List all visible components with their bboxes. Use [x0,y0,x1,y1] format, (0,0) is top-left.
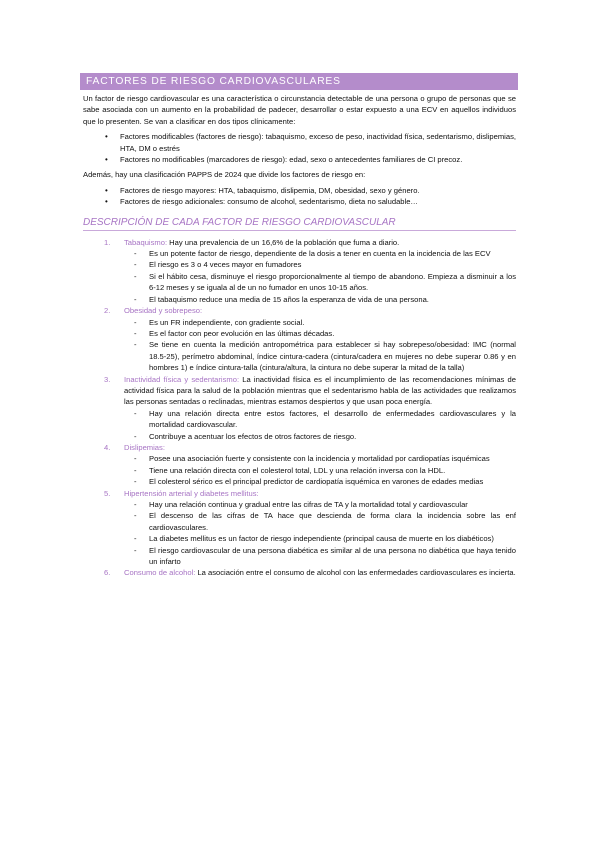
factor-bullet: - La diabetes mellitus es un factor de riesgo independiente (principal causa de muerte en los diabéticos) [124,533,516,544]
factor-description [124,305,516,316]
document-body [83,93,516,579]
factor-bullet: - Hay una relación directa entre estos factores, el desarrollo de enfermedades cardiovasculares y la mortalidad cardiovascular. [124,408,516,431]
section-subheading: DESCRIPCIÓN DE CADA FACTOR DE RIESGO CARDIOVASCULAR [83,216,516,231]
factor-item [83,305,516,373]
factor-bullet: - Si el hábito cesa, disminuye el riesgo proporcionalmente al tiempo de abandono. Empieza a disminuir a los 6-12 meses y se iguala al de un no fumador en unos 10-15 años. [124,271,516,294]
factor-bullet: - El descenso de las cifras de TA hace que descienda de forma clara la incidencia sobre las enf cardiovasculares. [124,510,516,533]
factor-bullet-list [124,453,516,487]
factor-text: La inactividad física es el incumplimiento de las recomendaciones mínimas de actividad física para la salud de la población mientras que el sedentarismo habla de las actividades que realizamos las personas sentadas o reclinadas, mientras estamos despiertos y que usan poca energía. [124,374,516,407]
factor-number: 2. [104,306,111,316]
papps-paragraph: Además, hay una clasificación PAPPS de 2024 que divide los factores de riesgo en: [83,170,366,180]
factor-name: Inactividad física y sedentarismo: [124,374,240,384]
factor-description [124,488,516,499]
factor-bullet: - El riesgo cardiovascular de una persona diabética es similar al de una persona no diabética que haya tenido un infarto [124,545,516,568]
section-header-banner: FACTORES DE RIESGO CARDIOVASCULARES [80,73,518,90]
factor-text: Hay una prevalencia de un 16,6% de la población que fuma a diario. [167,237,400,247]
factor-name: Consumo de alcohol: [124,568,196,578]
intro-paragraph: Un factor de riesgo cardiovascular es una característica o circunstancia detectable de una persona o grupo de personas que se sabe asociada con un aumento en la probabilidad de padecer, desarrollar o estar expuesto a una ECV en aquellos individuos que lo presenten. Se van a clasificar en dos tipos clínicamente: [83,94,516,126]
risk-factors-list [83,237,516,579]
factor-item [83,442,516,488]
factor-bullet: - Contribuye a acentuar los efectos de otros factores de riesgo. [124,431,516,442]
factor-name: Hipertensión arterial y diabetes mellitus: [124,488,259,498]
factor-bullet-list [124,499,516,567]
factor-bullet: - Hay una relación continua y gradual entre las cifras de TA y la mortalidad total y cardiovascular [124,499,516,510]
factor-number: 3. [104,374,111,384]
factor-number: 5. [104,488,111,498]
factor-bullet: - El riesgo es 3 o 4 veces mayor en fumadores [124,259,516,270]
factor-name: Obesidad y sobrepeso: [124,306,203,316]
factor-number: 6. [104,568,111,578]
factor-bullet: - Es un potente factor de riesgo, dependiente de la dosis a tener en cuenta en la incidencia de las ECV [124,248,516,259]
factor-name: Dislipemias: [124,442,165,452]
factor-description [124,567,516,578]
factor-item [83,374,516,442]
list-item: • Factores de riesgo mayores: HTA, tabaquismo, dislipemia, DM, obesidad, sexo y género. [83,185,516,196]
factor-bullet: - El colesterol sérico es el principal predictor de cardiopatía isquémica en varones de edades medias [124,476,516,487]
list-item: • Factores modificables (factores de riesgo): tabaquismo, exceso de peso, inactividad física, sedentarismo, dislipemias, HTA, DM o estrés [83,131,516,154]
factor-description [124,374,516,408]
factor-description [124,237,516,248]
list-item: • Factores de riesgo adicionales: consumo de alcohol, sedentarismo, dieta no saludable… [83,196,516,207]
factor-bullet-list [124,248,516,305]
factor-number: 4. [104,442,111,452]
factor-bullet: - Es el factor con peor evolución en las últimas décadas. [124,328,516,339]
factor-bullet: - Es un FR independiente, con gradiente social. [124,317,516,328]
factor-bullet: - El tabaquismo reduce una media de 15 años la esperanza de vida de una persona. [124,294,516,305]
factor-item [83,567,516,578]
factor-bullet: - Se tiene en cuenta la medición antropométrica para establecer si hay sobrepeso/obesidad: IMC (normal 18.5-25), perímetro abdominal, índice cintura-cadera (cintura/cadera en mujeres no debe superar 0.86 y en hombres 1) e índice cintura-talla (cintura/altura, la cintura no debe superar la mitad de la talla) [124,339,516,373]
factor-description [124,442,516,453]
risk-types-list [83,131,516,165]
papps-list [83,185,516,208]
factor-bullet: - Posee una asociación fuerte y consistente con la incidencia y mortalidad por cardiopatías isquémicas [124,453,516,464]
factor-bullet-list [124,408,516,442]
factor-number: 1. [104,237,111,247]
factor-item [83,488,516,568]
factor-text: La asociación entre el consumo de alcohol con las enfermedades cardiovasculares es incierta. [195,568,516,578]
list-item: • Factores no modificables (marcadores de riesgo): edad, sexo o antecedentes familiares de CI precoz. [83,154,516,165]
factor-name: Tabaquismo: [124,237,168,247]
factor-bullet-list [124,317,516,374]
factor-bullet: - Tiene una relación directa con el colesterol total, LDL y una relación inversa con la HDL. [124,465,516,476]
factor-item [83,237,516,305]
